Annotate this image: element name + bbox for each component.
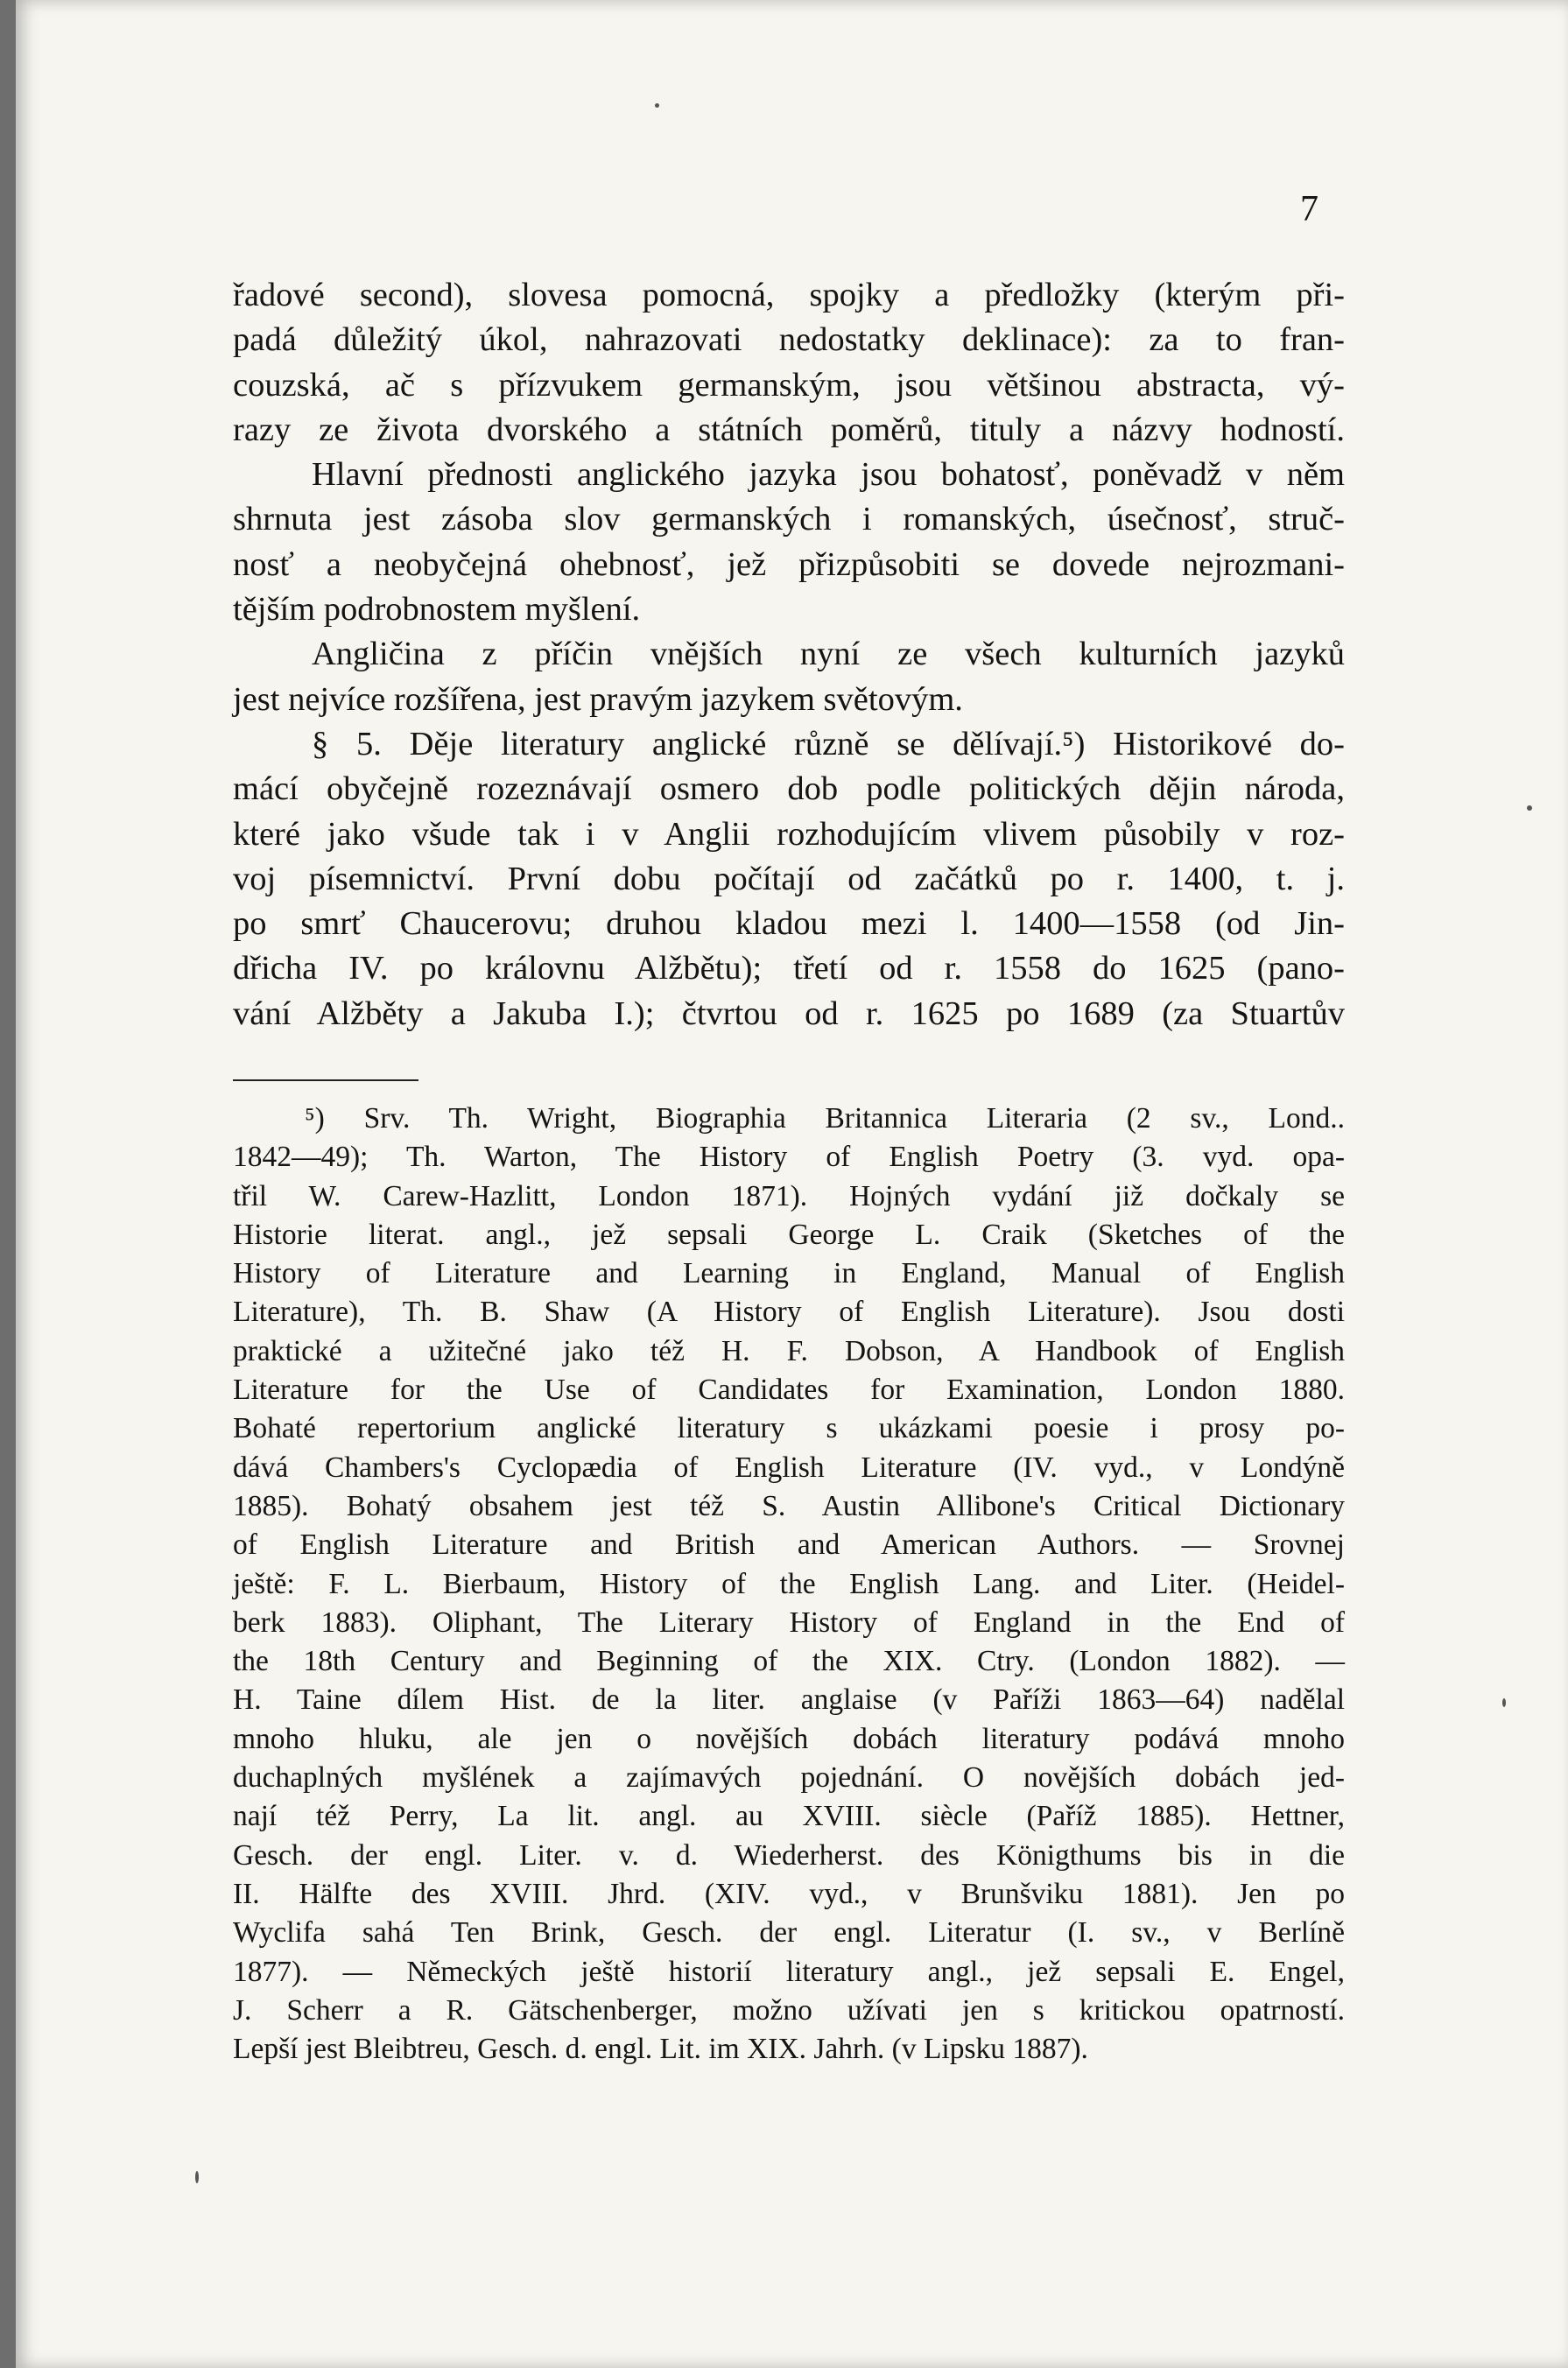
footnote-line: dává Chambers's Cyclopædia of English Literature (IV. vyd., v Londýně [233,1451,1345,1484]
text-line: couzská, ač s přízvukem germanským, jsou většinou abstracta, vý- [233,366,1345,404]
scan-speck [655,103,659,108]
footnote-line: Bohaté repertorium anglické literatury s ukázkami poesie i prosy po- [233,1412,1345,1445]
text-line: tějším podrobnostem myšlení. [233,591,641,629]
footnote-line: Literature for the Use of Candidates for Examination, London 1880. [233,1374,1345,1407]
footnote-line: of English Literature and British and American Authors. — Srovnej [233,1528,1345,1562]
text-line: které jako všude tak i v Anglii rozhodujícím vlivem působily v roz- [233,815,1345,853]
footnote-line: J. Scherr a R. Gätschenberger, možno užívati jen s kritickou opatrností. [233,1993,1345,2027]
text-line: nosť a neobyčejná ohebnosť, jež přizpůsobiti se dovede nejrozmani- [233,545,1345,583]
footnote-line: 1842—49); Th. Warton, The History of English Poetry (3. vyd. opa- [233,1141,1345,1174]
footnote-line: ještě: F. L. Bierbaum, History of the English Lang. and Liter. (Heidel- [233,1567,1345,1600]
footnote-line: třil W. Carew-Hazlitt, London 1871). Hojných vydání již dočkaly se [233,1179,1345,1212]
text-line: voj písemnictví. První dobu počítají od začátků po r. 1400, t. j. [233,860,1345,897]
scan-speck [195,2171,199,2183]
footnote-line: 1877). — Německých ještě historií literatury angl., jež sepsali E. Engel, [233,1955,1345,1988]
text-line: Angličina z příčin vnějších nyní ze všech kulturních jazyků [312,636,1345,673]
footnote-line: nají též Perry, La lit. angl. au XVIII. siècle (Paříž 1885). Hettner, [233,1800,1345,1833]
footnote-line: II. Hälfte des XVIII. Jhrd. (XIV. vyd., v Brunšviku 1881). Jen po [233,1877,1345,1910]
text-line: dřicha IV. po královnu Alžbětu); třetí od r. 1558 do 1625 (pano- [233,950,1345,987]
footnote-line: ⁵) Srv. Th. Wright, Biographia Britannica Literaria (2 sv., Lond.. [305,1102,1345,1135]
footnote-rule [233,1079,418,1081]
scan-speck [1527,805,1532,811]
text-line: po smrť Chaucerovu; druhou kladou mezi l. 1400—1558 (od Jin- [233,905,1345,943]
footnote-line: Wyclifa sahá Ten Brink, Gesch. der engl. Literatur (I. sv., v Berlíně [233,1916,1345,1950]
section-heading-line: § 5. Děje literatury anglické různě se dělívají.⁵) Historikové do- [312,725,1345,762]
footnote-line: H. Taine dílem Hist. de la liter. anglaise (v Paříži 1863—64) nadělal [233,1683,1345,1717]
footnote-line: Lepší jest Bleibtreu, Gesch. d. engl. Lit. im XIX. Jahrh. (v Lipsku 1887). [233,2033,1088,2066]
text-line: mácí obyčejně rozeznávají osmero dob podle politických dějin národa, [233,770,1345,808]
text-line: Hlavní přednosti anglického jazyka jsou bohatosť, poněvadž v něm [312,456,1345,494]
main-text [233,273,1345,1036]
text-line: jest nejvíce rozšířena, jest pravým jazykem světovým. [233,680,963,718]
footnote-line: mnoho hluku, ale jen o novějších dobách literatury podává mnoho [233,1722,1345,1755]
text-line: shrnuta jest zásoba slov germanských i romanských, úsečnosť, struč- [233,501,1345,538]
footnote-line: Historie literat. angl., jež sepsali George L. Craik (Sketches of the [233,1218,1345,1251]
footnote-line: Literature), Th. B. Shaw (A History of English Literature). Jsou dosti [233,1296,1345,1329]
footnote-line: Gesch. der engl. Liter. v. d. Wiederherst. des Königthums bis in die [233,1838,1345,1872]
text-line: vání Alžběty a Jakuba I.); čtvrtou od r. 1625 po 1689 (za Stuartův [233,994,1345,1032]
footnote-line: the 18th Century and Beginning of the XIX. Ctry. (London 1882). — [233,1645,1345,1678]
text-line: řadové second), slovesa pomocná, spojky a předložky (kterým při- [233,277,1345,313]
footnote-line: 1885). Bohatý obsahem jest též S. Austin Allibone's Critical Dictionary [233,1489,1345,1522]
scanned-page [16,0,1568,2368]
footnote-line: History of Literature and Learning in England, Manual of English [233,1257,1345,1290]
footnote-line: duchaplných myšlének a zajímavých pojednání. O novějších dobách jed- [233,1761,1345,1795]
page-number: 7 [1300,189,1318,229]
text-line: razy ze života dvorského a státních poměrů, tituly a názvy hodností. [233,411,1345,448]
footnote-line: berk 1883). Oliphant, The Literary History of England in the End of [233,1606,1345,1639]
scan-speck [1502,1698,1506,1707]
text-line: padá důležitý úkol, nahrazovati nedostatky deklinace): za to fran- [233,321,1345,359]
footnote [233,1100,1345,2069]
footnote-line: praktické a užitečné jako též H. F. Dobson, A Handbook of English [233,1334,1345,1367]
